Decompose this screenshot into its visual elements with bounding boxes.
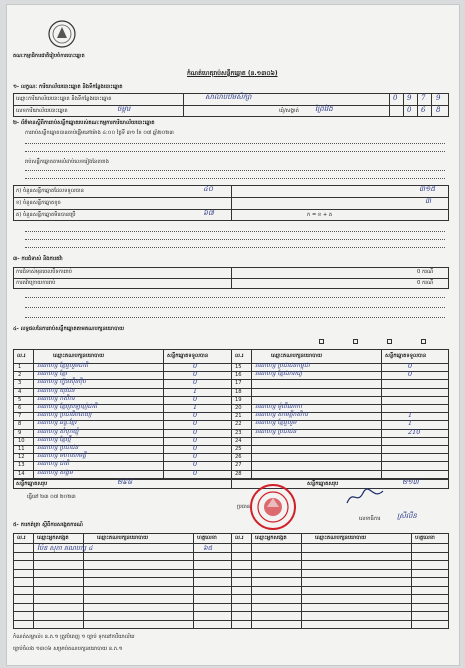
party-row-votes: 1: [193, 386, 198, 395]
code2-digit-2: 6: [421, 106, 426, 114]
secretary-label: លេខាធិការ: [359, 516, 381, 522]
party-row-name: គណបក្ស ខ្មែររួបរួមជាតិ: [37, 362, 89, 369]
row-a-right: ៣១៥: [419, 185, 436, 193]
party-row-votes: 1: [408, 419, 413, 428]
section1-title: ១- លក្ខណៈ ការិយាល័យបោះឆ្នោត និងទីកន្លែងបោះឆ្នោត: [13, 84, 123, 90]
footer-note: កំណត់សម្គាល់៖ ន.ភ.១ ត្រូវបំពេញ ១ ច្បាប់ ទុកនៅការិយាល័យ: [13, 634, 135, 640]
party-row-no: 24: [235, 437, 242, 444]
party-row-votes: 210: [408, 427, 421, 436]
row-c-value: ៦៧: [203, 209, 214, 217]
checkbox-2[interactable]: [353, 339, 358, 344]
party-row-votes: 0: [193, 460, 198, 469]
section4-title: ៤- លទ្ធផលនៃការរាប់សន្លឹកឆ្នោតតាមគណបក្សនយោបាយ: [13, 326, 125, 332]
total-left: ២៩៨: [117, 478, 133, 486]
row-a-label: ក) ចំនួនសន្លឹកឆ្នោតដែលទទួលបាន: [16, 188, 84, 194]
party-row-name: គណបក្ស យុវជន: [37, 386, 75, 394]
obs-col-sign-left: ហត្ថលេខា: [197, 535, 217, 541]
checkbox-3[interactable]: [387, 339, 392, 344]
party-row-no: 27: [235, 462, 242, 469]
signature-secretary: [345, 487, 385, 507]
party-row-name: គណបក្ស ប្រជាជន: [255, 427, 297, 435]
obs-col-sign-right: ហត្ថលេខា: [415, 535, 435, 541]
section3-row1: ការជំទាស់មុនពេលបិទការរាប់: [16, 269, 72, 275]
code2-digit-3: 8: [436, 106, 441, 114]
section2-line2: រាប់សន្លឹកឆ្នោតតាមលំដាប់លេខរៀងនៃតារាង: [25, 159, 109, 165]
party-row-votes: 0: [193, 435, 198, 444]
party-row-votes: 1: [408, 411, 413, 420]
checkbox-4[interactable]: [421, 339, 426, 344]
section2-title: ២- ព័ត៌មានស្តីពីការរាប់សន្លឹកឆ្នោតរបស់គណៈកម្មការការិយាល័យបោះឆ្នោត: [13, 120, 155, 126]
party-row-name: គណបក្ស ខ្មែរថ្មី: [37, 435, 71, 443]
party-row-name: គណបក្ស សង្គម: [37, 468, 73, 476]
col-votes-left: សន្លឹកឆ្នោតទទួលបាន: [167, 353, 209, 359]
commune-value: ព្រៃវែង: [315, 105, 333, 113]
party-row-name: គណបក្ស សំបុកឃ្មុំ: [37, 427, 79, 435]
date-line: ធ្វើនៅ ២៣ ០៧ ២០២៣: [27, 494, 76, 500]
footer-note2: ច្បាប់ចំលង ១៣០៦ សម្រាប់គណបក្សនយោបាយ ន.ភ.១: [13, 646, 123, 652]
col-party-right: ឈ្មោះគណបក្សនយោបាយ: [271, 353, 323, 359]
obs-col-party-left: ឈ្មោះគណបក្សនយោបាយ: [97, 535, 149, 541]
party-row-votes: 0: [193, 419, 198, 428]
obs-col-no-right: ល.រ: [235, 535, 244, 541]
section1-row1-label: ឈ្មោះការិយាល័យបោះឆ្នោត និងទីកន្លែងបោះឆ្នោត: [16, 96, 112, 102]
emblem-logo: [47, 19, 77, 49]
party-row-name: គណបក្ស ម៉ូលីណាកា: [255, 403, 302, 410]
party-row-votes: 0: [193, 444, 198, 452]
observer-row1-sign: ៦៥: [203, 544, 213, 552]
party-row-votes: 0: [193, 394, 198, 403]
col-no-right: ល.រ: [235, 353, 244, 359]
party-row-name: គណបក្ស ខ្មែរស្រឡាញ់ជាតិ: [37, 403, 98, 410]
section3-title: ៣- ការជំទាស់ និងការតវ៉ា: [13, 256, 63, 262]
party-row-name: គណបក្ស សាមគ្គីកសិករ: [255, 411, 308, 419]
party-row-votes: 1: [193, 403, 198, 411]
party-row-no: 6: [18, 405, 22, 411]
party-row-no: 26: [235, 454, 242, 461]
party-row-votes: 0: [193, 468, 198, 477]
party-row-name: គណបក្ស ជាតិ: [37, 460, 69, 468]
section3-count1: 0 ករណី: [417, 269, 434, 275]
party-row-no: 16: [235, 372, 242, 379]
row-c-label: គ) ចំនួនសន្លឹកឆ្នោតមិនបានប្រើ: [16, 212, 76, 218]
party-row-no: 8: [18, 421, 22, 428]
form-title: កំណត់ហេតុរាប់សន្លឹកឆ្នោត (ន.១៣០៦): [187, 70, 278, 77]
party-row-no: 14: [18, 470, 25, 477]
party-row-votes: 0: [193, 452, 198, 461]
code-digit-2: 9: [407, 94, 412, 102]
total-label-left: សន្លឹកឆ្នោតសរុប: [16, 481, 48, 487]
section3-count2: 0 ករណី: [417, 280, 434, 286]
party-row-votes: 0: [408, 370, 413, 379]
checkbox-1[interactable]: [319, 339, 324, 344]
section1-row2-value: ចម្ការ: [117, 105, 131, 113]
party-row-name: គណបក្ស ប្រជាធិបតេយ្យ: [37, 411, 92, 419]
party-row-no: 2: [18, 372, 22, 379]
code2-digit-1: 0: [407, 106, 412, 114]
party-row-name: គណបក្ស កសិករ: [37, 394, 75, 402]
obs-col-no-left: ល.រ: [17, 535, 26, 541]
section3-row2: ការតវ៉ាក្រោយការរាប់: [16, 280, 56, 286]
party-row-no: 20: [235, 405, 242, 411]
row-b-right: ៣: [425, 197, 431, 205]
official-stamp: [249, 483, 297, 531]
party-row-no: 15: [235, 364, 242, 370]
party-row-no: 11: [18, 446, 25, 452]
results-table: [13, 349, 449, 479]
section1-row2-label: លេខការិយាល័យបោះឆ្នោត: [16, 108, 68, 114]
party-row-name: គណបក្ស ប្រជាជន: [37, 444, 79, 451]
party-row-name: គណបក្ស ខ្មែរឯករាជ្យ: [255, 370, 303, 378]
party-row-no: 3: [18, 380, 22, 387]
party-row-no: 19: [235, 396, 242, 403]
col-no-left: ល.រ: [17, 353, 26, 359]
party-row-votes: 0: [193, 362, 198, 370]
party-row-no: 7: [18, 413, 22, 420]
party-row-no: 12: [18, 454, 25, 461]
commune-label: ឃុំ/សង្កាត់: [279, 108, 299, 114]
chair-label: ប្រធាន: [237, 504, 251, 510]
party-row-no: 18: [235, 388, 242, 395]
party-row-no: 17: [235, 380, 242, 387]
observer-row1: ប៉ែន សុភា គណបក្ស ៤: [37, 544, 93, 552]
row-c-right: ក = ខ + គ: [307, 212, 333, 218]
party-row-no: 9: [18, 429, 22, 436]
party-row-name: គណបក្ស ខ្មែររួបរួម: [255, 419, 297, 427]
section5-title: ៥- ការកត់ត្រា ស្តីពីការសង្កេតការណ៍: [13, 522, 84, 528]
party-row-votes: 0: [193, 378, 198, 387]
obs-col-name-left: ឈ្មោះអ្នកសង្កេត: [37, 535, 69, 541]
party-row-name: គណបក្ស មហាសាមគ្គី: [37, 452, 87, 460]
party-row-name: គណបក្ស ខ្មែរ: [37, 370, 68, 378]
col-votes-right: សន្លឹកឆ្នោតទទួលបាន: [385, 353, 427, 359]
party-row-votes: 0: [193, 411, 198, 420]
party-row-no: 23: [235, 429, 242, 436]
party-row-no: 13: [18, 462, 25, 469]
party-row-name: គណបក្ស ប្រជាជនកម្ពុជា: [255, 362, 310, 369]
secretary-name: ស្រីលីន: [397, 512, 417, 520]
row-a-value: ៤០: [203, 185, 213, 193]
party-row-no: 1: [18, 364, 22, 370]
col-party-left: ឈ្មោះគណបក្សនយោបាយ: [53, 353, 105, 359]
party-row-votes: 0: [193, 370, 198, 379]
code-digit-4: 9: [436, 94, 441, 102]
obs-col-party-right: ឈ្មោះគណបក្សនយោបាយ: [315, 535, 367, 541]
party-row-no: 4: [18, 388, 22, 395]
section1-row1-value: សាលាបឋមសិក្សា: [205, 93, 252, 101]
total-right: ២១៣: [402, 478, 419, 486]
section2-line1: ការរាប់សន្លឹកឆ្នោតបានចាប់ផ្តើមនៅម៉ោង ៤:០០ ថ្ងៃទី ៣១ ខែ ០៧ ឆ្នាំ២០២៣: [25, 130, 174, 136]
party-row-no: 22: [235, 421, 242, 428]
party-row-no: 21: [235, 413, 242, 420]
party-row-name: គណបក្ស ហ្វ៊ុនស៊ិនប៉ិច: [37, 378, 87, 386]
code-digit-3: 7: [421, 94, 426, 102]
total-label-right: សន្លឹកឆ្នោតសរុប: [307, 481, 339, 487]
party-row-no: 10: [18, 437, 25, 444]
org-name: គណៈកម្មាធិការជាតិរៀបចំការបោះឆ្នោត: [13, 53, 85, 59]
party-row-no: 28: [235, 470, 242, 477]
party-row-no: 25: [235, 446, 242, 452]
ballot-count-form: [6, 4, 460, 666]
observer-table: [13, 533, 449, 629]
party-row-votes: 0: [193, 427, 198, 436]
party-row-votes: 0: [408, 362, 413, 370]
party-row-no: 5: [18, 396, 22, 403]
obs-col-name-right: ឈ្មោះអ្នកសង្កេត: [255, 535, 287, 541]
code-digit-1: 0: [393, 94, 398, 102]
row-b-label: ខ) ចំនួនសន្លឹកឆ្នោតខូច: [16, 200, 61, 206]
party-row-name: គណបក្ស ឆន្ទៈខ្មែរ: [37, 419, 77, 427]
